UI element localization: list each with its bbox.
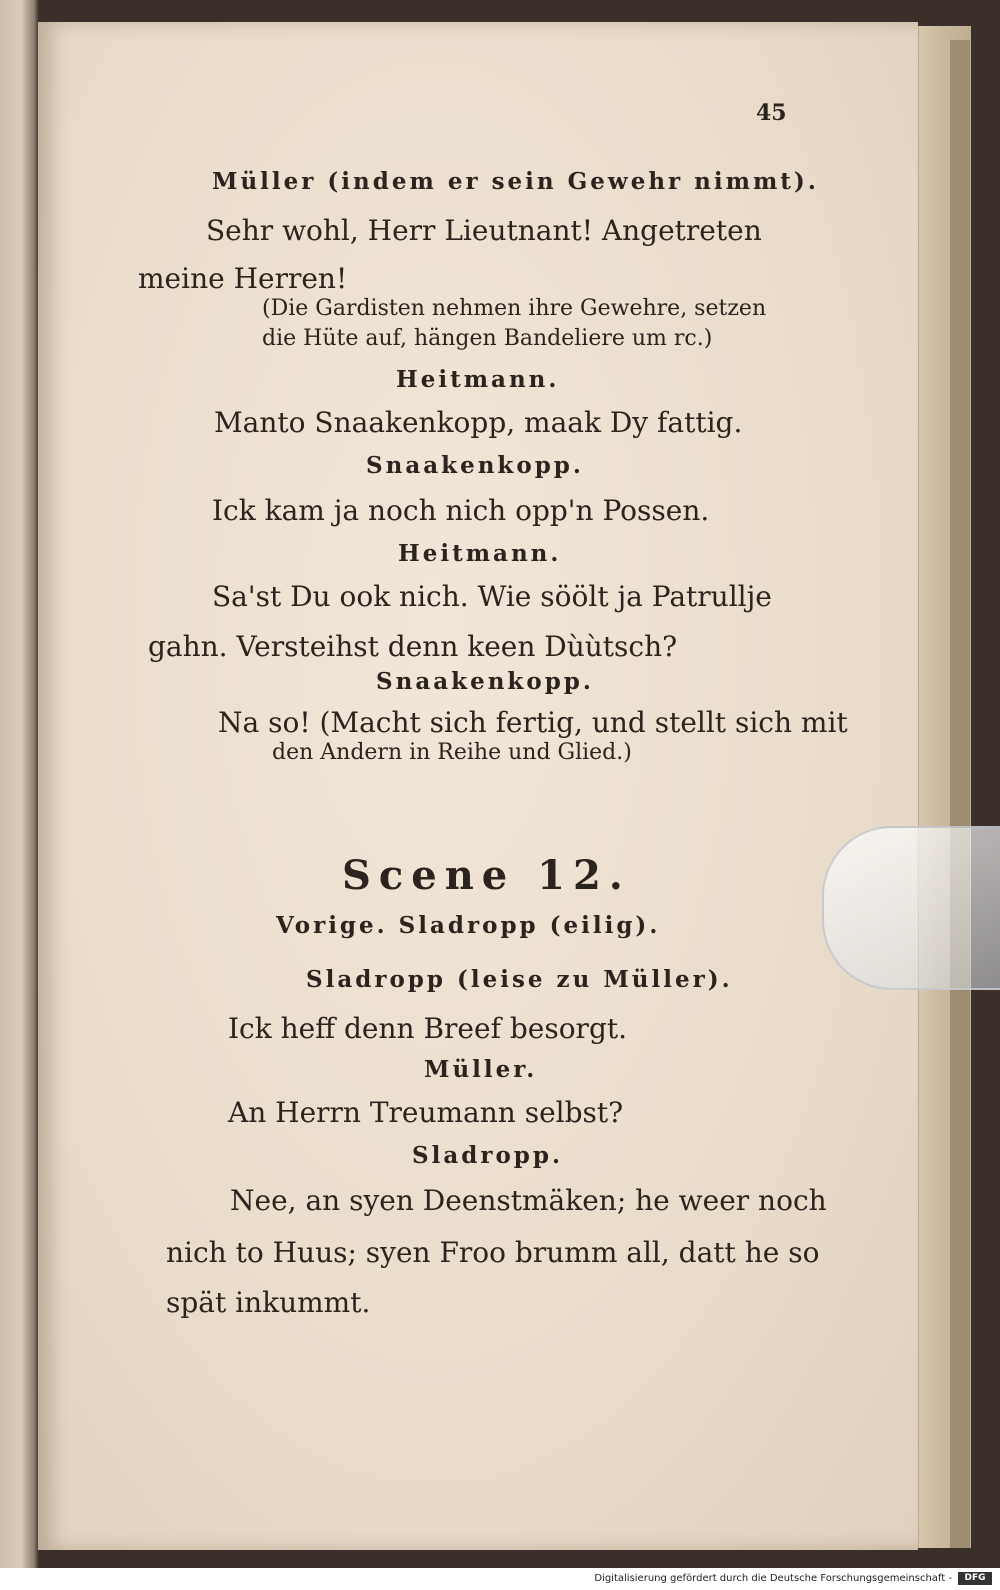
speaker-line: Snaakenkopp.	[366, 452, 584, 479]
scene-heading: Scene 12.	[342, 852, 631, 899]
speaker-line: Heitmann.	[396, 366, 560, 393]
dfg-logo: DFG	[958, 1572, 992, 1585]
book-page	[38, 22, 918, 1550]
footer-credit: Digitalisierung gefördert durch die Deutsche Forschungsgemeinschaft -	[594, 1573, 952, 1584]
right-page-stack-shadow	[950, 40, 970, 1548]
speaker-line: Sladropp (leise zu Müller).	[306, 966, 733, 993]
page-number: 45	[756, 100, 787, 126]
speaker-line: Heitmann.	[398, 540, 562, 567]
dialogue-line: An Herrn Treumann selbst?	[228, 1096, 624, 1129]
speaker-line: Müller.	[424, 1056, 538, 1083]
speaker-line: Müller (indem er sein Gewehr nimmt).	[212, 168, 819, 195]
speaker-line: Sladropp.	[412, 1142, 563, 1169]
page-clip-icon	[822, 826, 1000, 990]
stage-direction: die Hüte auf, hängen Bandeliere um rc.)	[262, 326, 713, 351]
dialogue-line: Na so! (Macht sich fertig, und stellt sich mit	[218, 706, 848, 739]
speaker-line: Vorige. Sladropp (eilig).	[276, 912, 661, 939]
dialogue-line: Manto Snaakenkopp, maak Dy fattig.	[214, 406, 743, 439]
stage-direction: (Die Gardisten nehmen ihre Gewehre, setzen	[262, 296, 767, 321]
dialogue-line: gahn. Versteihst denn keen Dùùtsch?	[148, 630, 678, 663]
stage-direction: den Andern in Reihe und Glied.)	[272, 740, 632, 765]
speaker-line: Snaakenkopp.	[376, 668, 594, 695]
left-page-edge	[0, 0, 38, 1568]
dialogue-line: Ick kam ja noch nich opp'n Possen.	[212, 494, 710, 527]
dialogue-line: nich to Huus; syen Froo brumm all, datt he so	[166, 1236, 820, 1269]
dialogue-line: Sehr wohl, Herr Lieutnant! Angetreten	[206, 214, 762, 247]
dialogue-line: Ick heff denn Breef besorgt.	[228, 1012, 628, 1045]
dialogue-line: spät inkummt.	[166, 1286, 371, 1319]
dialogue-line: Nee, an syen Deenstmäken; he weer noch	[230, 1184, 827, 1217]
dialogue-line: meine Herren!	[138, 262, 348, 295]
dialogue-line: Sa'st Du ook nich. Wie söölt ja Patrullje	[212, 580, 772, 613]
